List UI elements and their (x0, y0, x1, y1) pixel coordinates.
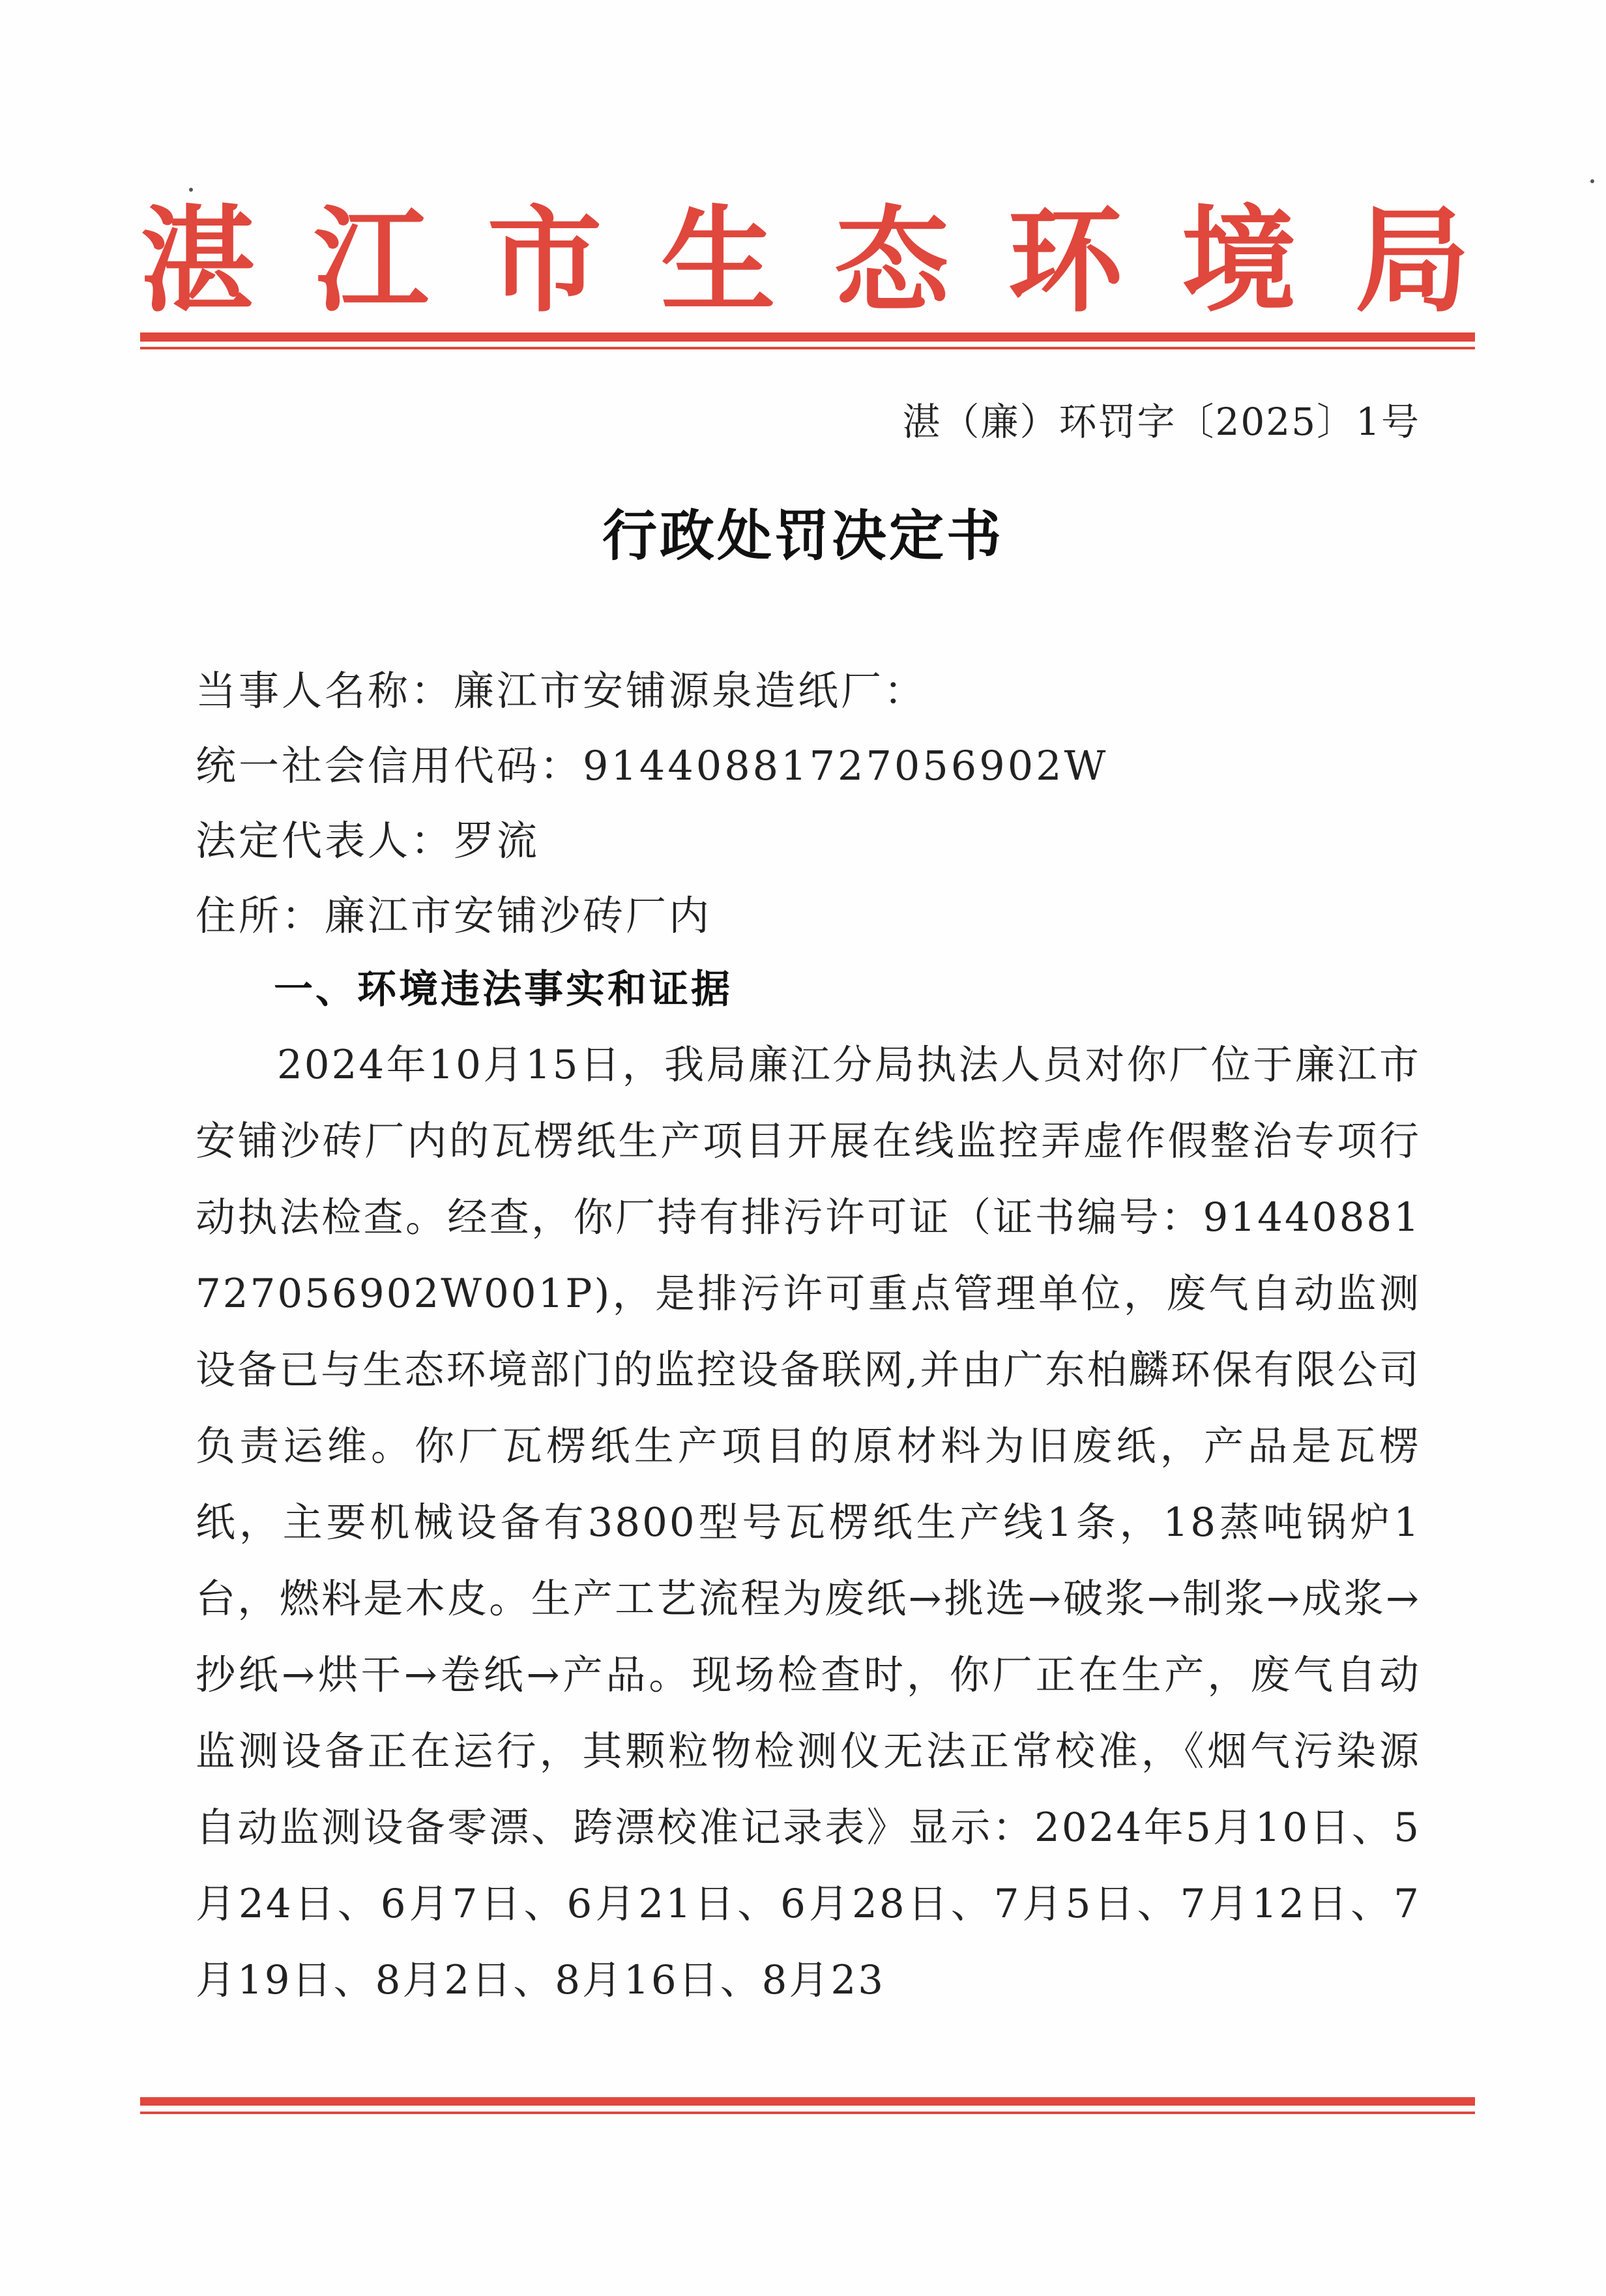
org-char: 局 (1354, 193, 1470, 328)
footer-rule-thick (140, 2097, 1475, 2106)
org-char: 生 (660, 193, 776, 328)
header-rule-thin (140, 347, 1475, 349)
org-char: 态 (834, 193, 950, 328)
org-char: 境 (1181, 193, 1296, 328)
org-char: 湛 (140, 193, 256, 328)
org-char: 市 (487, 193, 602, 328)
organization-title (140, 193, 1470, 328)
section-title-violation-facts: 一、环境违法事实和证据 (274, 967, 733, 1012)
party-name: 当事人名称：廉江市安铺源泉造纸厂： (196, 667, 927, 714)
credit-code: 统一社会信用代码：91440881727056902W (196, 742, 1109, 789)
legal-representative: 法定代表人：罗流 (196, 817, 540, 864)
org-char: 环 (1008, 193, 1123, 328)
header-rule-thick (140, 332, 1475, 342)
org-char: 江 (314, 193, 429, 328)
scan-speck (189, 188, 193, 192)
scan-speck (1590, 179, 1594, 183)
document-title: 行政处罚决定书 (602, 503, 1004, 568)
address: 住所：廉江市安铺沙砖厂内 (196, 892, 712, 939)
document-number: 湛（廉）环罚字〔2025〕1号 (902, 400, 1420, 444)
violation-facts-paragraph: 2024年10月15日，我局廉江分局执法人员对你厂位于廉江市安铺沙砖厂内的瓦楞纸生产项目开展在线监控弄虚作假整治专项行动执法检查。经查，你厂持有排污许可证（证书编号：91440881727056902W001P)，是排污许可重点管理单位，废气自动监测设备已与生态环境部门的监控设备联网,并由广东柏麟环保有限公司负责运维。你厂瓦楞纸生产项目的原材料为旧废纸，产品是瓦楞纸，主要机械设备有3800型号瓦楞纸生产线1条，18蒸吨锅炉1台，燃料是木皮。生产工艺流程为废纸→挑选→破浆→制浆→成浆→抄纸→烘干→卷纸→产品。现场检查时，你厂正在生产，废气自动监测设备正在运行，其颗粒物检测仪无法正常校准，《烟气污染源自动监测设备零漂、跨漂校准记录表》显示：2024年5月10日、5月24日、6月7日、6月21日、6月28日、7月5日、7月12日、7月19日、8月2日、8月16日、8月23 (196, 1042, 1421, 2003)
footer-rule-thin (140, 2112, 1475, 2114)
